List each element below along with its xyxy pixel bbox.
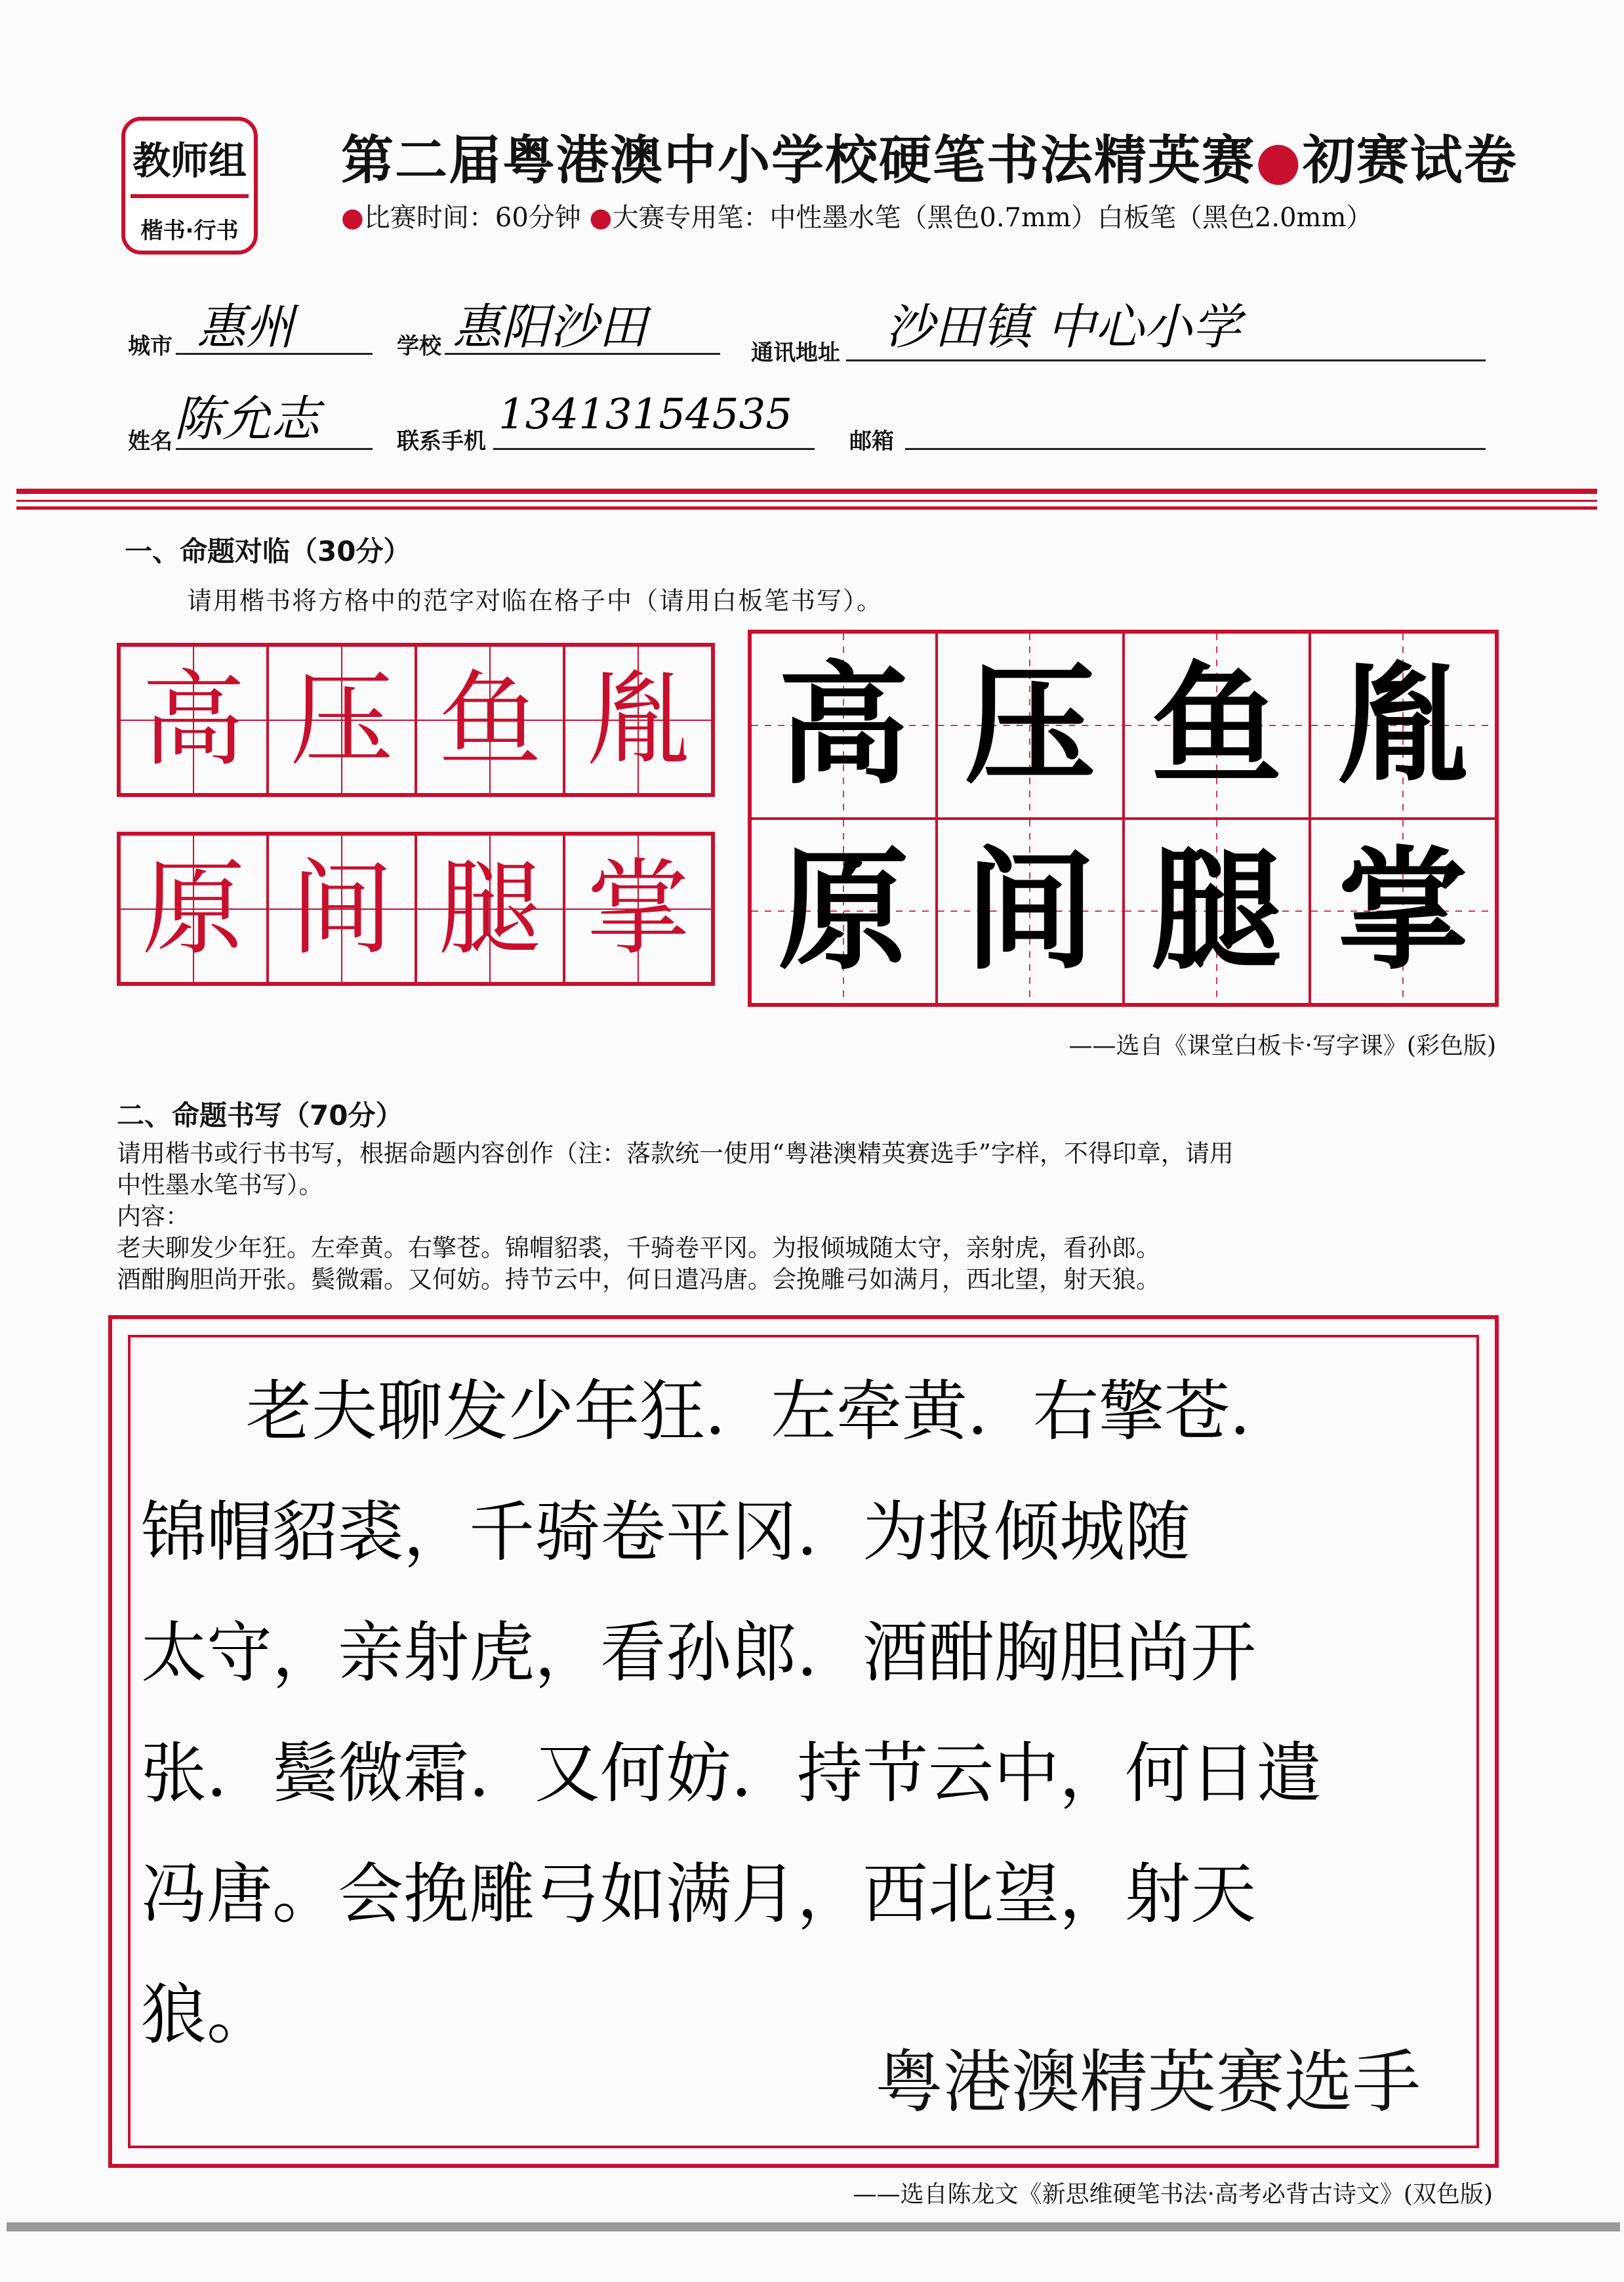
- copied-char: 胤: [586, 659, 690, 781]
- model-cell: [937, 819, 1123, 1005]
- address-value[interactable]: 沙田镇 中心小学: [885, 299, 1241, 356]
- title-dot: ●: [1255, 130, 1303, 191]
- copy-cell[interactable]: [416, 645, 564, 794]
- model-cell: [937, 632, 1123, 819]
- divider-red: [16, 489, 1597, 494]
- copy-cell[interactable]: [564, 834, 712, 983]
- group-badge: [121, 117, 258, 255]
- exam-info: [341, 197, 1372, 234]
- copy-cell[interactable]: [268, 645, 416, 794]
- poem-line: 张．鬓微霜．又何妨．持节云中，何日遣: [141, 1735, 1322, 1812]
- handwritten-poem: [141, 1351, 1466, 2075]
- copy-cell[interactable]: [564, 645, 712, 794]
- model-char: 鱼: [1150, 647, 1282, 802]
- phone-label: 联系手机: [397, 428, 486, 455]
- title-sub: 初赛试卷: [1302, 130, 1518, 191]
- email-label: 邮箱: [849, 428, 894, 455]
- copy-cell[interactable]: [416, 834, 564, 983]
- poem-line: 冯唐。会挽雕弓如满月，西北望，射天: [141, 1856, 1256, 1932]
- poem-line: 太守，亲射虎，看孙郎．酒酣胸胆尚开: [141, 1614, 1256, 1691]
- name-label: 姓名: [128, 428, 173, 455]
- content-label: 内容：: [117, 1202, 190, 1231]
- copied-char: 原: [142, 848, 245, 969]
- page-title: [341, 118, 1518, 194]
- instruction-line: 请用楷书或行书书写，根据命题内容创作（注：落款统一使用“粤港澳精英赛选手”字样，不得印章，请用: [117, 1139, 1234, 1168]
- exam-pen: 大赛专用笔：中性墨水笔（黑色0.7mm）白板笔（黑色2.0mm）: [612, 203, 1373, 233]
- model-cell: [750, 819, 937, 1005]
- bottom-divider: [7, 2222, 1620, 2231]
- section2-source: ——选自陈龙文《新思维硬笔书法·高考必背古诗文》(双色版): [853, 2181, 1493, 2208]
- instruction-line: 中性墨水笔书写）。: [117, 1171, 323, 1199]
- model-char: 原: [778, 834, 910, 988]
- model-char: 间: [964, 834, 1096, 988]
- copy-grid-row2: [117, 832, 715, 986]
- copied-char: 高: [142, 659, 245, 781]
- model-cell: [1310, 632, 1496, 819]
- copy-cell[interactable]: [119, 645, 268, 794]
- section2-instructions: [117, 1138, 1234, 1295]
- exam-time: 比赛时间：60分钟: [363, 203, 581, 233]
- copied-char: 鱼: [438, 659, 542, 781]
- poem-line: 锦帽貂裘，千骑卷平冈．为报倾城随: [141, 1494, 1190, 1570]
- poem-line: 老夫聊发少年狂．左牵黄．右擎苍．: [246, 1373, 1295, 1450]
- city-value[interactable]: 惠州: [197, 299, 294, 356]
- phone-underline: [493, 448, 815, 450]
- section1-heading: 一、命题对临（30分）: [125, 535, 411, 567]
- copied-char: 间: [290, 848, 394, 969]
- divider-red: [16, 506, 1597, 510]
- model-cell: [1310, 819, 1496, 1005]
- content-line: 老夫聊发少年狂。左牵黄。右擎苍。锦帽貂裘，千骑卷平冈。为报倾城随太守，亲射虎，看孙郎。: [117, 1234, 1160, 1262]
- phone-value[interactable]: 13413154535: [498, 390, 792, 439]
- bullet-icon: ●: [589, 203, 613, 233]
- model-cell: [1124, 819, 1310, 1005]
- email-underline: [905, 448, 1486, 450]
- badge-divider: [131, 194, 249, 198]
- school-value[interactable]: 惠阳沙田: [453, 299, 647, 356]
- section1-instruction: 请用楷书将方格中的范字对临在格子中（请用白板笔书写）。: [187, 586, 883, 615]
- model-char: 掌: [1337, 834, 1469, 988]
- city-label: 城市: [128, 333, 173, 359]
- content-line: 酒酣胸胆尚开张。鬓微霜。又何妨。持节云中，何日遣冯唐。会挽雕弓如满月，西北望，射天狼。: [117, 1265, 1160, 1294]
- group-badge-title: 教师组: [132, 138, 247, 183]
- address-underline: [846, 359, 1486, 361]
- model-grid: [748, 630, 1499, 1007]
- title-main: 第二届粤港澳中小学校硬笔书法精英赛: [341, 130, 1255, 191]
- model-char: 压: [964, 647, 1096, 802]
- model-char: 腿: [1150, 834, 1282, 988]
- copied-char: 腿: [438, 848, 542, 969]
- model-cell: [750, 632, 937, 819]
- bullet-icon: ●: [341, 203, 364, 233]
- copy-cell[interactable]: [119, 834, 268, 983]
- model-cell: [1124, 632, 1310, 819]
- model-char: 胤: [1337, 647, 1469, 802]
- signature: 粤港澳精英赛选手: [874, 2042, 1421, 2122]
- group-badge-subtitle: 楷书·行书: [140, 218, 239, 244]
- section1-source: ——选自《课堂白板卡·写字课》(彩色版): [1068, 1032, 1496, 1059]
- address-label: 通讯地址: [751, 340, 840, 366]
- model-char: 高: [778, 647, 910, 802]
- section2-heading: 二、命题书写（70分）: [117, 1099, 403, 1131]
- divider-red: [16, 500, 1597, 502]
- school-label: 学校: [397, 333, 441, 359]
- poem-line: 狼。: [141, 1976, 272, 2053]
- copy-grid-row1: [117, 643, 715, 797]
- copied-char: 压: [290, 659, 394, 781]
- copied-char: 掌: [586, 848, 690, 969]
- copy-cell[interactable]: [268, 834, 416, 983]
- name-value[interactable]: 陈允志: [174, 391, 319, 447]
